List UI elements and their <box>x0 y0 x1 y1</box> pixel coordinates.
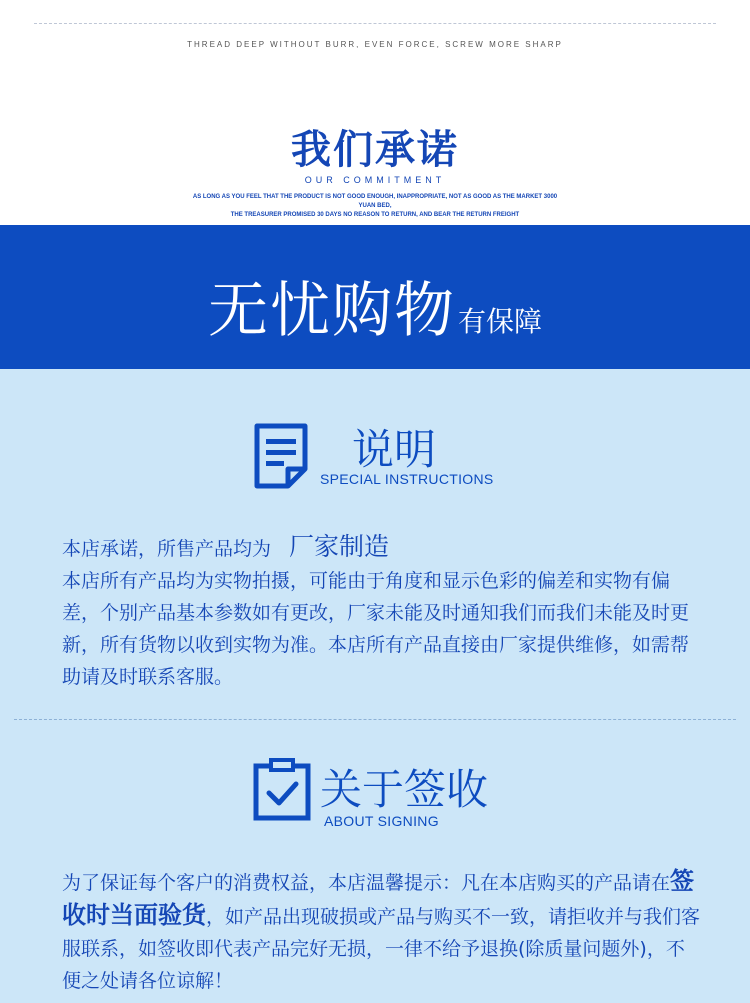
instructions-body: 本店所有产品均为实物拍摄，可能由于角度和显示色彩的偏差和实物有偏差，个别产品基本参数如有更改，厂家未能及时通知我们而我们未能及时更新，所有货物以收到实物为准。本店所有产品直接由厂家提供维修，如需帮助请及时联系客服。 <box>62 570 690 688</box>
signing-highlight: 签收时当面验货 <box>62 867 695 929</box>
commitment-subtitle: OUR COMMITMENT <box>304 175 446 185</box>
commitment-note <box>190 193 560 220</box>
guarantee-banner <box>0 225 750 369</box>
instructions-line1 <box>62 531 702 565</box>
header-area <box>0 0 750 225</box>
commitment-note-line2: THE TREASURER PROMISED 30 DAYS NO REASON TO RETURN, AND BEAR THE RETURN FREIGHT <box>230 212 520 218</box>
section-signing-subtitle: ABOUT SIGNING <box>324 813 439 829</box>
instructions-text <box>62 531 702 693</box>
tagline: THREAD DEEP WITHOUT BURR, EVEN FORCE, SCREW MORE SHARP <box>187 40 563 49</box>
banner-main-text: 无忧购物 <box>207 276 456 346</box>
instructions-highlight: 厂家制造 <box>289 532 390 561</box>
banner-sub-text: 有保障 <box>457 305 542 338</box>
section-instructions-title: 说明 <box>352 425 437 474</box>
signing-text <box>62 865 702 997</box>
section-instructions-subtitle: SPECIAL INSTRUCTIONS <box>320 471 494 487</box>
signing-text-part2: ，如产品出现破损或产品与购买不一致，请拒收并与我们客服联系，如签收即代表产品完好无损，一律不给予退换(除质量问题外)，不便之处请各位谅解！ <box>62 906 701 992</box>
top-divider <box>34 23 716 24</box>
clipboard-check-icon <box>252 757 312 821</box>
signing-text-part1: 为了保证每个客户的消费权益，本店温馨提示：凡在本店购买的产品请在 <box>62 872 671 894</box>
content-area <box>0 369 750 1003</box>
section-signing-title: 关于签收 <box>320 765 489 814</box>
banner-text <box>0 263 750 349</box>
instructions-intro: 本店承诺，所售产品均为 <box>62 538 272 560</box>
document-icon <box>252 421 310 491</box>
section-divider <box>14 719 736 720</box>
commitment-note-line1: AS LONG AS YOU FEEL THAT THE PRODUCT IS NOT GOOD ENOUGH, INAPPROPRIATE, NOT AS GOOD AS THE MARKET 3000 YUAN BED, <box>192 194 558 209</box>
commitment-title: 我们承诺 <box>291 127 459 173</box>
